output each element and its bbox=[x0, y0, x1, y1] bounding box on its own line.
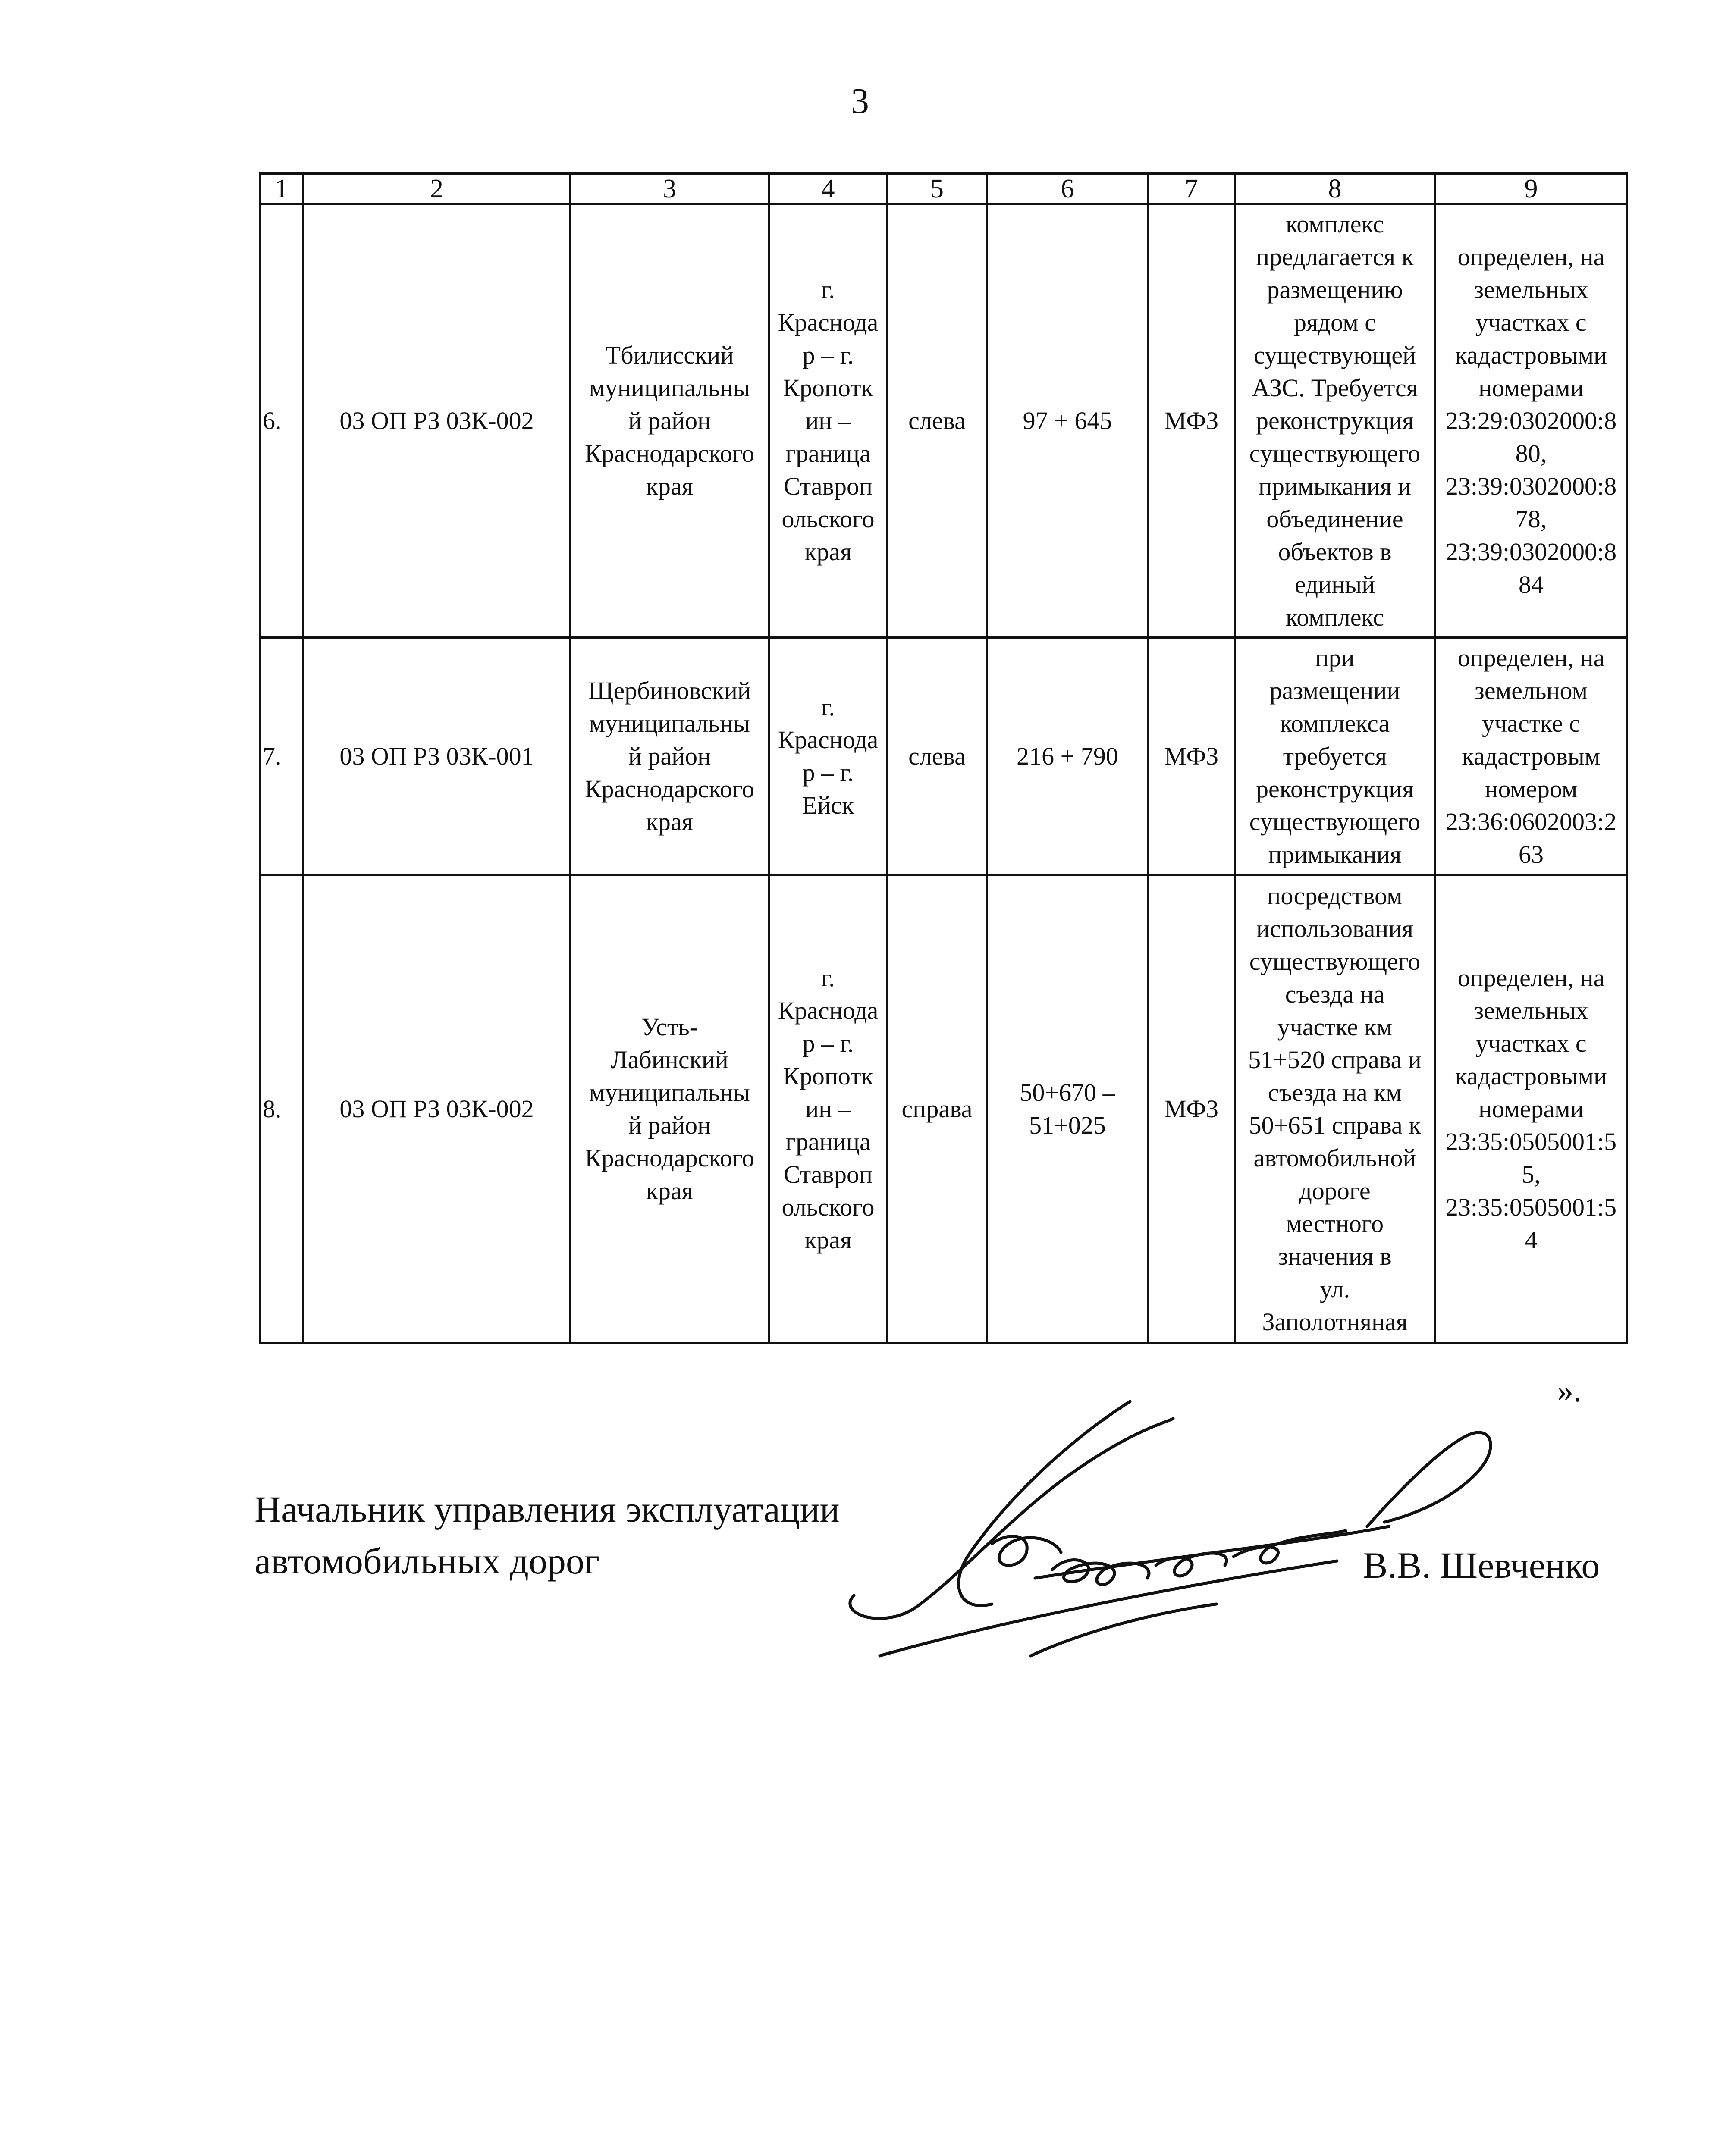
table-header-cell: 8 bbox=[1235, 174, 1435, 204]
road-name-text: г. Краснода р – г. Кропотк ин – граница Ставроп ольского края bbox=[778, 276, 879, 566]
row-number bbox=[260, 638, 303, 875]
facilities-table bbox=[259, 172, 1628, 1344]
km-text: 50+670 – 51+025 bbox=[1020, 1078, 1115, 1139]
road-name-cell bbox=[769, 638, 888, 875]
row-number-text: 6. bbox=[263, 407, 282, 435]
district-text: Усть- Лабинский муниципальны й район Краснодарского края bbox=[584, 1013, 755, 1205]
land-cell bbox=[1435, 638, 1627, 875]
road-name-text: г. Краснода р – г. Ейск bbox=[778, 693, 879, 819]
district-cell bbox=[571, 638, 769, 875]
side-text: слева bbox=[908, 407, 966, 435]
side-text: справа bbox=[901, 1095, 973, 1123]
row-number-text: 7. bbox=[263, 742, 282, 770]
table-header-cell: 2 bbox=[303, 174, 571, 204]
district-cell bbox=[571, 204, 769, 638]
km-text: 97 + 645 bbox=[1023, 407, 1112, 435]
note-cell bbox=[1235, 638, 1435, 875]
table-header-cell: 5 bbox=[888, 174, 987, 204]
type-text: МФЗ bbox=[1164, 742, 1219, 770]
handwritten-signature bbox=[828, 1388, 1570, 1682]
table-row bbox=[260, 204, 1627, 638]
table-header-cell: 6 bbox=[987, 174, 1149, 204]
road-id-text: 03 ОП РЗ 03К-002 bbox=[339, 407, 534, 435]
type-text: МФЗ bbox=[1164, 1095, 1219, 1123]
side-cell bbox=[888, 204, 987, 638]
land-text: определен, на земельных участках с кадастровыми номерами 23:29:0302000:8 80, 23:39:0302000:8 78, 23:39:0302000:8 84 bbox=[1445, 243, 1617, 599]
side-cell bbox=[888, 638, 987, 875]
table-header-cell: 4 bbox=[769, 174, 888, 204]
closing-quote: ». bbox=[1557, 1373, 1582, 1409]
note-text: комплекс предлагается к размещению рядом с существующей АЗС. Требуется реконструкция существующего примыкания и объединение объектов в единый комплекс bbox=[1249, 210, 1421, 631]
district-text: Щербиновский муниципальны й район Краснодарского края bbox=[584, 676, 755, 836]
type-text: МФЗ bbox=[1164, 407, 1219, 435]
km-cell bbox=[987, 875, 1149, 1344]
km-cell bbox=[987, 638, 1149, 875]
road-name-cell bbox=[769, 875, 888, 1344]
table-header-row bbox=[260, 174, 1627, 204]
side-text: слева bbox=[908, 742, 966, 770]
road-id-text: 03 ОП РЗ 03К-001 bbox=[339, 742, 534, 770]
road-name-text: г. Краснода р – г. Кропотк ин – граница Ставроп ольского края bbox=[778, 964, 879, 1254]
district-cell bbox=[571, 875, 769, 1344]
row-number bbox=[260, 204, 303, 638]
table-header-cell: 3 bbox=[571, 174, 769, 204]
road-id-text: 03 ОП РЗ 03К-002 bbox=[339, 1095, 534, 1123]
land-cell bbox=[1435, 204, 1627, 638]
page-number: 3 bbox=[851, 81, 869, 121]
row-number bbox=[260, 875, 303, 1344]
side-cell bbox=[888, 875, 987, 1344]
km-text: 216 + 790 bbox=[1017, 742, 1118, 770]
table-header-cell: 1 bbox=[260, 174, 303, 204]
land-text: определен, на земельном участке с кадастровым номером 23:36:0602003:2 63 bbox=[1445, 643, 1617, 868]
note-cell bbox=[1235, 875, 1435, 1344]
note-text: посредством использования существующего съезда на участке км 51+520 справа и съезда на км 50+651 справа к автомобильной дороге местного значения в ул. Заполотняная bbox=[1248, 882, 1422, 1336]
type-cell bbox=[1149, 204, 1235, 638]
row-number-text: 8. bbox=[263, 1095, 282, 1123]
road-name-cell bbox=[769, 204, 888, 638]
signatory-name: В.В. Шевченко bbox=[1363, 1545, 1600, 1586]
table-row bbox=[260, 875, 1627, 1344]
road-id-cell bbox=[303, 204, 571, 638]
type-cell bbox=[1149, 875, 1235, 1344]
road-id-cell bbox=[303, 638, 571, 875]
table-header-cell: 7 bbox=[1149, 174, 1235, 204]
note-cell bbox=[1235, 204, 1435, 638]
road-id-cell bbox=[303, 875, 571, 1344]
land-text: определен, на земельных участках с кадастровыми номерами 23:35:0505001:5 5, 23:35:0505001:5 4 bbox=[1445, 964, 1617, 1254]
district-text: Тбилисский муниципальны й район Краснодарского края bbox=[584, 341, 755, 500]
signatory-position: Начальник управления эксплуатации автомобильных дорог bbox=[254, 1489, 840, 1582]
km-cell bbox=[987, 204, 1149, 638]
land-cell bbox=[1435, 875, 1627, 1344]
type-cell bbox=[1149, 638, 1235, 875]
table-row bbox=[260, 638, 1627, 875]
table-header-cell: 9 bbox=[1435, 174, 1627, 204]
note-text: при размещении комплекса требуется реконструкция существующего примыкания bbox=[1249, 643, 1421, 868]
